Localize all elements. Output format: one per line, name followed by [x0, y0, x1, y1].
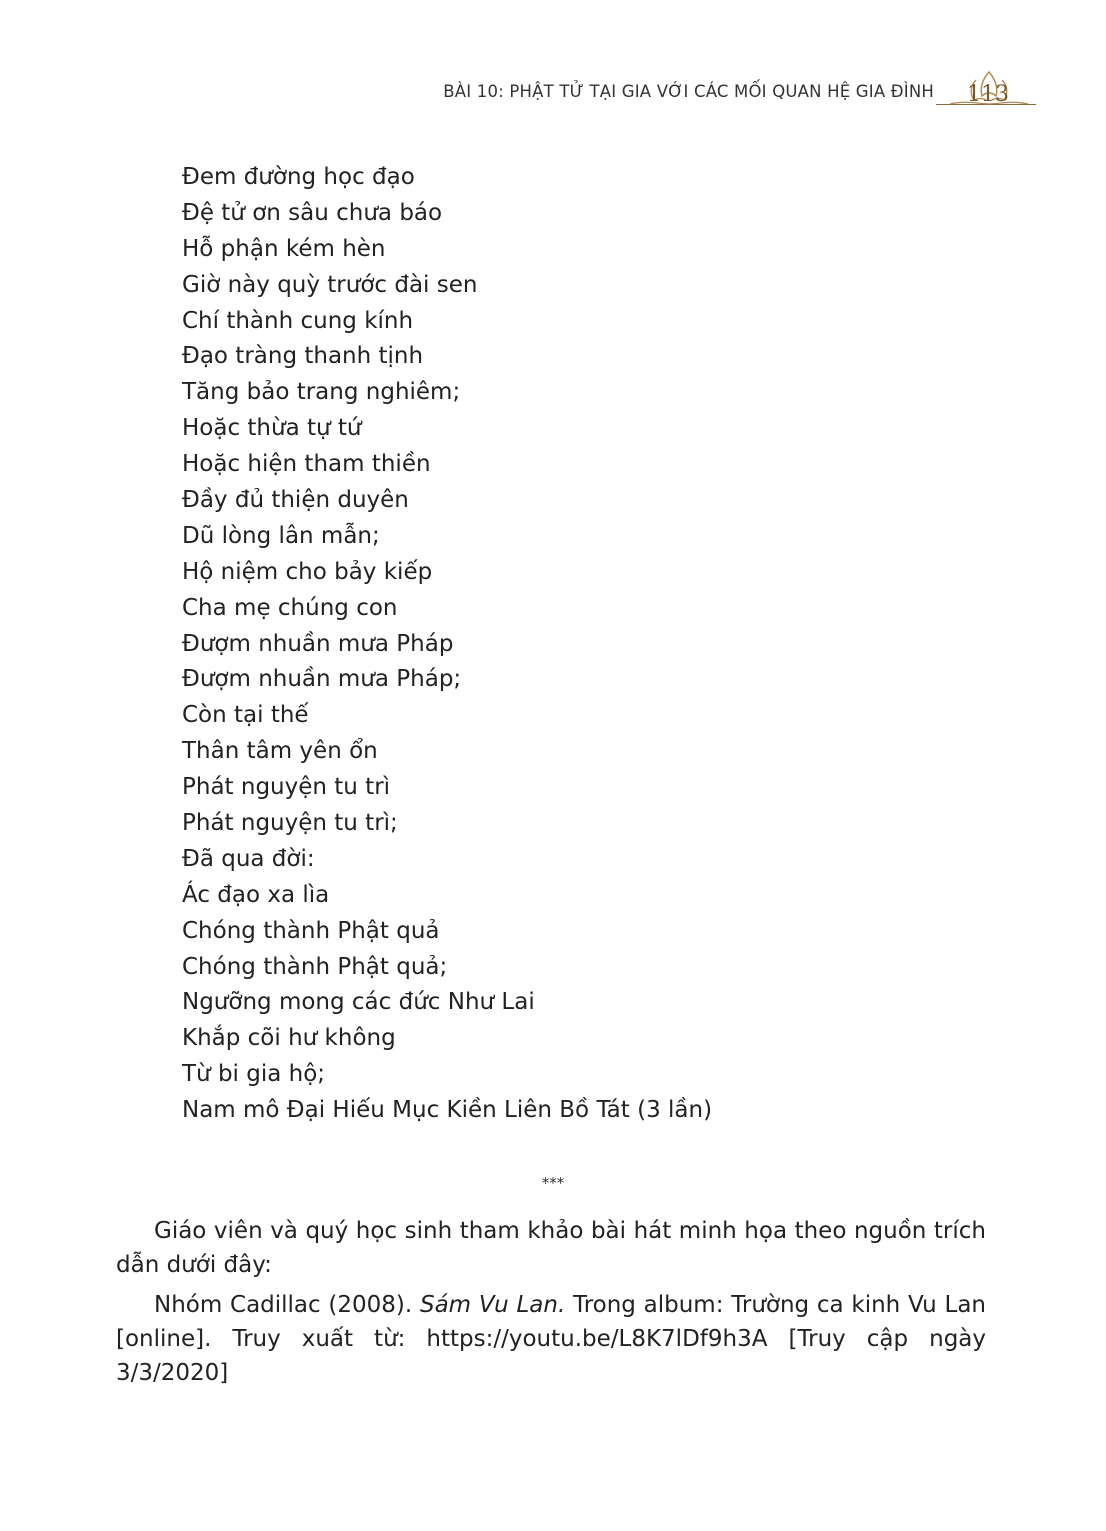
- poem-line: Hộ niệm cho bảy kiếp: [182, 558, 433, 585]
- poem-line: Đã qua đời:: [182, 845, 315, 872]
- poem-line: Khắp cõi hư không: [182, 1025, 396, 1052]
- poem-line: Giờ này quỳ trước đài sen: [182, 271, 478, 298]
- poem-line: Đượm nhuần mưa Pháp;: [182, 666, 462, 693]
- poem-line: Nam mô Đại Hiếu Mục Kiền Liên Bồ Tát (3 lần): [182, 1097, 713, 1124]
- citation-song-title: Sám Vu Lan.: [419, 1292, 566, 1318]
- poem-line: Ác đạo xa lìa: [182, 881, 330, 908]
- poem-line: Tăng bảo trang nghiêm;: [182, 379, 461, 406]
- chapter-title: BÀI 10: PHẬT TỬ TẠI GIA VỚI CÁC MỐI QUAN HỆ GIA ĐÌNH: [443, 82, 934, 101]
- citation-paragraph: [116, 1288, 986, 1390]
- poem: [182, 160, 712, 1129]
- page-number: 113: [967, 82, 1009, 107]
- poem-line: Ngưỡng mong các đức Như Lai: [182, 989, 535, 1016]
- poem-line: Thân tâm yên ổn: [182, 738, 378, 765]
- page-header: [0, 70, 1106, 120]
- poem-line: Còn tại thế: [182, 702, 309, 729]
- poem-line: Đầy đủ thiện duyên: [182, 487, 409, 514]
- poem-line: Hỗ phận kém hèn: [182, 235, 386, 262]
- intro-paragraph: Giáo viên và quý học sinh tham khảo bài hát minh họa theo nguồn trích dẫn dưới đây:: [116, 1218, 986, 1278]
- poem-line: Đạo tràng thanh tịnh: [182, 343, 424, 370]
- poem-line: Hoặc hiện tham thiền: [182, 451, 431, 478]
- citation-author-year: Nhóm Cadillac (2008).: [154, 1292, 420, 1318]
- poem-line: Chí thành cung kính: [182, 307, 414, 334]
- poem-line: Đem đường học đạo: [182, 164, 415, 190]
- poem-line: Cha mẹ chúng con: [182, 594, 398, 621]
- poem-line: Từ bi gia hộ;: [182, 1061, 326, 1088]
- poem-line: Đượm nhuần mưa Pháp: [182, 630, 454, 657]
- poem-line: Phát nguyện tu trì: [182, 774, 391, 801]
- poem-line: Đệ tử ơn sâu chưa báo: [182, 199, 443, 226]
- poem-line: Dũ lòng lân mẫn;: [182, 522, 380, 549]
- poem-line: Chóng thành Phật quả: [182, 917, 440, 944]
- section-separator: ***: [541, 1174, 565, 1192]
- poem-line: Hoặc thừa tự tứ: [182, 415, 362, 442]
- citation-source: Trong album: Trường ca kinh Vu Lan [online]. Truy xuất từ: https://youtu.be/L8K7lDf9h3A [Truy cập ngày 3/3/2020]: [116, 1292, 986, 1386]
- poem-line: Phát nguyện tu trì;: [182, 810, 398, 837]
- poem-line: Chóng thành Phật quả;: [182, 953, 448, 980]
